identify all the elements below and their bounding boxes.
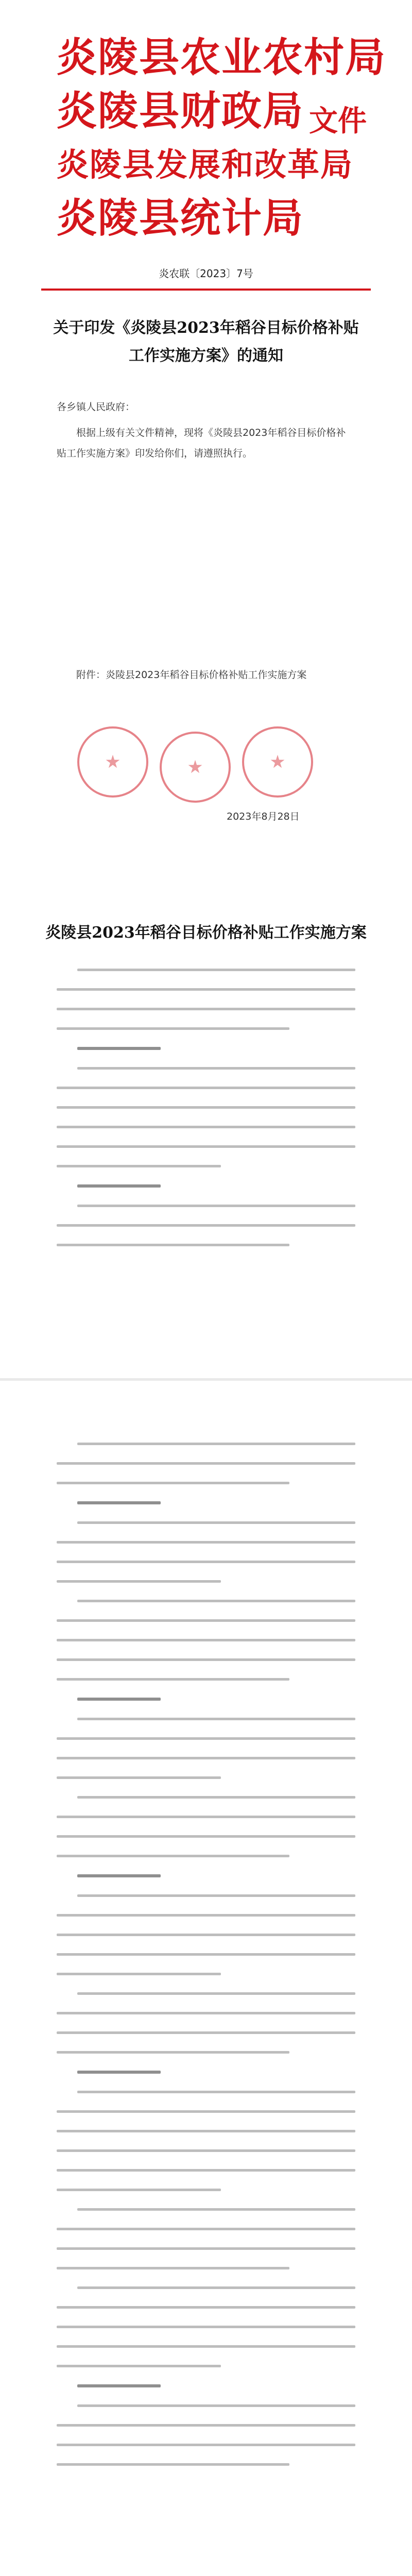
- signature-block: [57, 721, 355, 824]
- document-number: 炎农联〔2023〕7号: [159, 267, 253, 280]
- plan-body-text: [57, 969, 355, 1263]
- notice-title-line-1: 关于印发《炎陵县2023年稻谷目标价格补贴: [53, 319, 359, 337]
- notice-title-line-2: 工作实施方案》的通知: [129, 347, 283, 365]
- plan-title: 炎陵县2023年稻谷目标价格补贴工作实施方案: [45, 924, 367, 942]
- org-name-finance: 炎陵县财政局: [57, 88, 304, 134]
- document-mark: 文件: [309, 104, 367, 138]
- document-header: [57, 31, 387, 247]
- official-seal-1: [77, 726, 148, 798]
- plan-body-text-page-2: [57, 1443, 355, 2483]
- notice-body: 根据上级有关文件精神，现将《炎陵县2023年稻谷目标价格补贴工作实施方案》印发给你们，请遵照执行。: [57, 427, 346, 459]
- official-seal-3: [242, 726, 313, 798]
- notice-salutation: 各乡镇人民政府：: [57, 401, 135, 413]
- org-name-agriculture: 炎陵县农业农村局: [57, 34, 387, 81]
- red-divider-line: [41, 289, 371, 291]
- notice-attachment: 附件：炎陵县2023年稻谷目标价格补贴工作实施方案: [76, 669, 307, 681]
- document-page-2: [0, 1381, 412, 2576]
- official-seal-2: [160, 732, 231, 803]
- org-name-development-reform: 炎陵县发展和改革局: [57, 146, 354, 183]
- org-name-statistics: 炎陵县统计局: [57, 195, 304, 242]
- notice-date: 2023年8月28日: [227, 811, 300, 822]
